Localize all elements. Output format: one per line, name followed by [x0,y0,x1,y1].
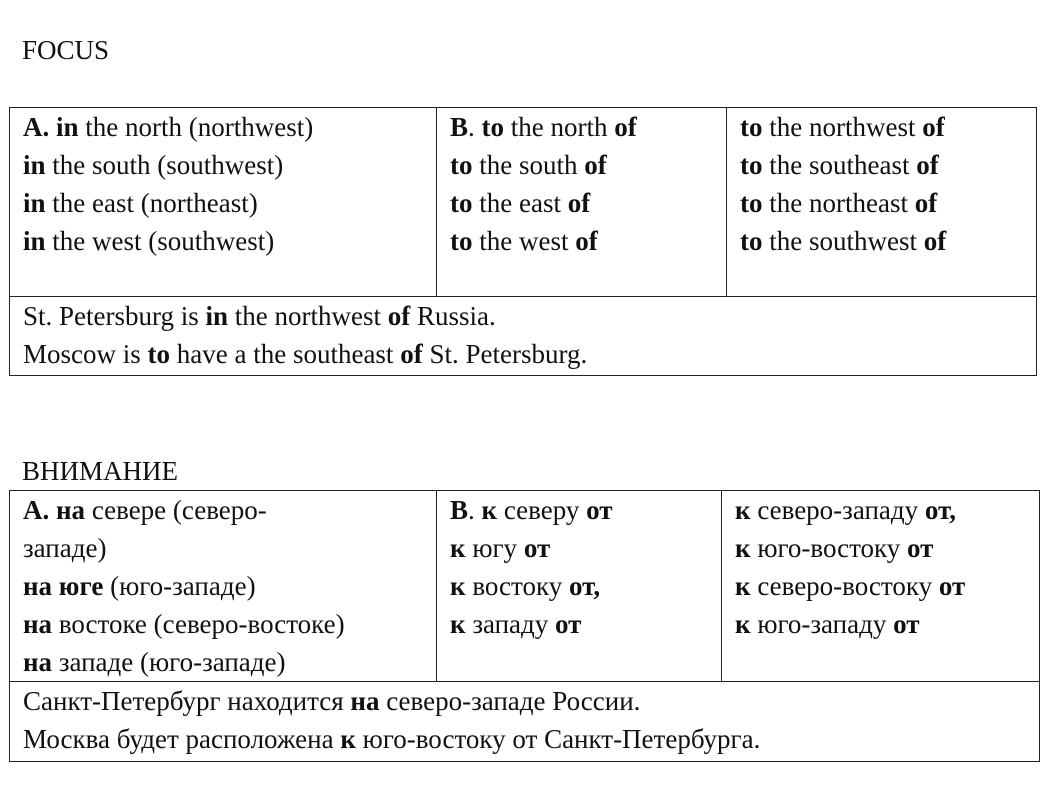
text-line [23,682,1031,720]
cell-to-the-intercardinal-of [727,108,1037,297]
bold-keyword: of [400,339,423,369]
text-line [450,605,713,643]
bold-keyword: in [205,301,229,331]
text-segment: the north (northwest) [78,112,314,142]
text-line [23,222,428,260]
bold-keyword: in [23,188,46,218]
bold-keyword: B [450,112,469,142]
text-segment: северу [497,495,587,525]
bold-keyword: В [450,495,469,525]
bold-keyword: of [922,112,945,142]
bold-keyword: to [740,150,763,180]
text-segment: the northwest [228,301,388,331]
bold-keyword: of [584,150,607,180]
bold-keyword: to [147,339,171,369]
bold-keyword: to [740,112,763,142]
bold-keyword: of [575,226,598,256]
bold-keyword: of [923,226,947,256]
bold-keyword: of [614,112,637,142]
text-line [735,567,1031,605]
text-line [23,529,428,567]
text-segment: Moscow is [23,339,148,369]
cell-examples-english [10,297,1037,376]
cell-examples-russian [10,682,1040,762]
text-line [23,108,428,146]
bold-keyword: А. на [23,495,86,525]
bold-keyword: к [735,571,751,601]
cell-na-direction [10,491,437,682]
text-segment: Санкт-Петербург находится [23,686,351,716]
bold-keyword: на [23,647,53,677]
text-segment: the east (northeast) [45,188,258,218]
focus-table-russian [9,490,1040,762]
bold-keyword: от, [924,495,957,525]
text-line [740,108,1028,146]
text-line [23,146,428,184]
text-segment: St. Petersburg is [23,301,206,331]
bold-keyword: of [914,188,938,218]
bold-keyword: от, [568,571,601,601]
text-line [450,146,718,184]
vnimanie-heading: ВНИМАНИЕ [22,456,179,486]
text-segment: the west [472,226,576,256]
bold-keyword: к [735,609,751,639]
text-segment: the south (southwest) [45,150,284,180]
text-line [450,529,713,567]
bold-keyword: to [740,226,763,256]
text-segment: Russia. [410,301,496,331]
text-line [735,529,1031,567]
bold-keyword: к [481,495,498,525]
text-segment: the east [472,188,568,218]
bold-keyword: of [387,301,411,331]
bold-keyword: к [450,571,466,601]
text-segment: западу [465,609,556,639]
text-line [23,605,428,643]
bold-keyword: in [23,150,46,180]
bold-keyword: to [450,226,473,256]
text-line [450,108,718,146]
text-line [23,567,428,605]
text-line [23,491,428,529]
text-segment: Москва будет расположена [23,724,341,754]
text-segment: the west (southwest) [45,226,275,256]
text-line [735,491,1031,529]
text-segment: западе (юго-западе) [52,647,286,677]
bold-keyword: от [893,609,920,639]
text-line [450,184,718,222]
text-segment: севере (северо- [85,495,267,525]
text-segment: the northwest [762,112,923,142]
text-segment: the southwest [762,226,924,256]
bold-keyword: к [450,533,466,563]
text-segment: the north [504,112,615,142]
text-segment: востоке (северо-востоке) [52,609,345,639]
bold-keyword: к [340,724,356,754]
text-segment: St. Petersburg. [422,339,588,369]
bold-keyword: to [450,150,473,180]
text-line [23,297,1028,335]
bold-keyword: к [735,495,751,525]
text-segment: the southeast [762,150,917,180]
bold-keyword: to [481,112,505,142]
bold-keyword: к [450,609,466,639]
bold-keyword: от [938,571,966,601]
focus-heading: FOCUS [22,35,110,65]
text-segment: юго-востоку от Санкт-Петербурга. [355,724,761,754]
text-line [735,605,1031,643]
text-line [23,720,1031,758]
text-line [23,184,428,222]
bold-keyword: от [523,533,551,563]
bold-keyword: на [23,609,53,639]
text-segment: юго-западу [750,609,894,639]
bold-keyword: in [23,226,46,256]
bold-keyword: от [586,495,613,525]
cell-to-the-direction-of [437,108,727,297]
text-line [450,222,718,260]
cell-k-intercardinal-ot [722,491,1040,682]
text-segment: (юго-западе) [103,571,256,601]
text-line [23,643,428,681]
bold-keyword: от [907,533,934,563]
bold-keyword: to [450,188,473,218]
cell-k-direction-ot [437,491,722,682]
text-segment: северо-западу [750,495,925,525]
bold-keyword: к [735,533,751,563]
text-segment: have a the southeast [170,339,401,369]
bold-keyword: на юге [23,571,104,601]
text-segment: югу [465,533,524,563]
bold-keyword: of [567,188,591,218]
focus-table-english [9,107,1037,376]
text-segment: the northeast [762,188,915,218]
text-segment: северо-западе России. [379,686,641,716]
text-line [740,222,1028,260]
text-line [450,491,713,529]
text-line [740,184,1028,222]
text-segment: . [468,112,482,142]
text-line [450,567,713,605]
bold-keyword: of [916,150,939,180]
cell-in-the-direction [10,108,437,297]
text-segment: востоку [465,571,569,601]
text-segment: . [468,495,482,525]
bold-keyword: to [740,188,763,218]
bold-keyword: in [56,112,79,142]
text-segment: юго-востоку [750,533,908,563]
text-line [23,335,1028,373]
text-segment: западе) [23,533,107,563]
text-segment: the south [472,150,585,180]
bold-keyword: на [350,686,380,716]
text-segment: северо-востоку [750,571,939,601]
bold-keyword: A. [23,112,56,142]
text-line [740,146,1028,184]
bold-keyword: от [555,609,582,639]
